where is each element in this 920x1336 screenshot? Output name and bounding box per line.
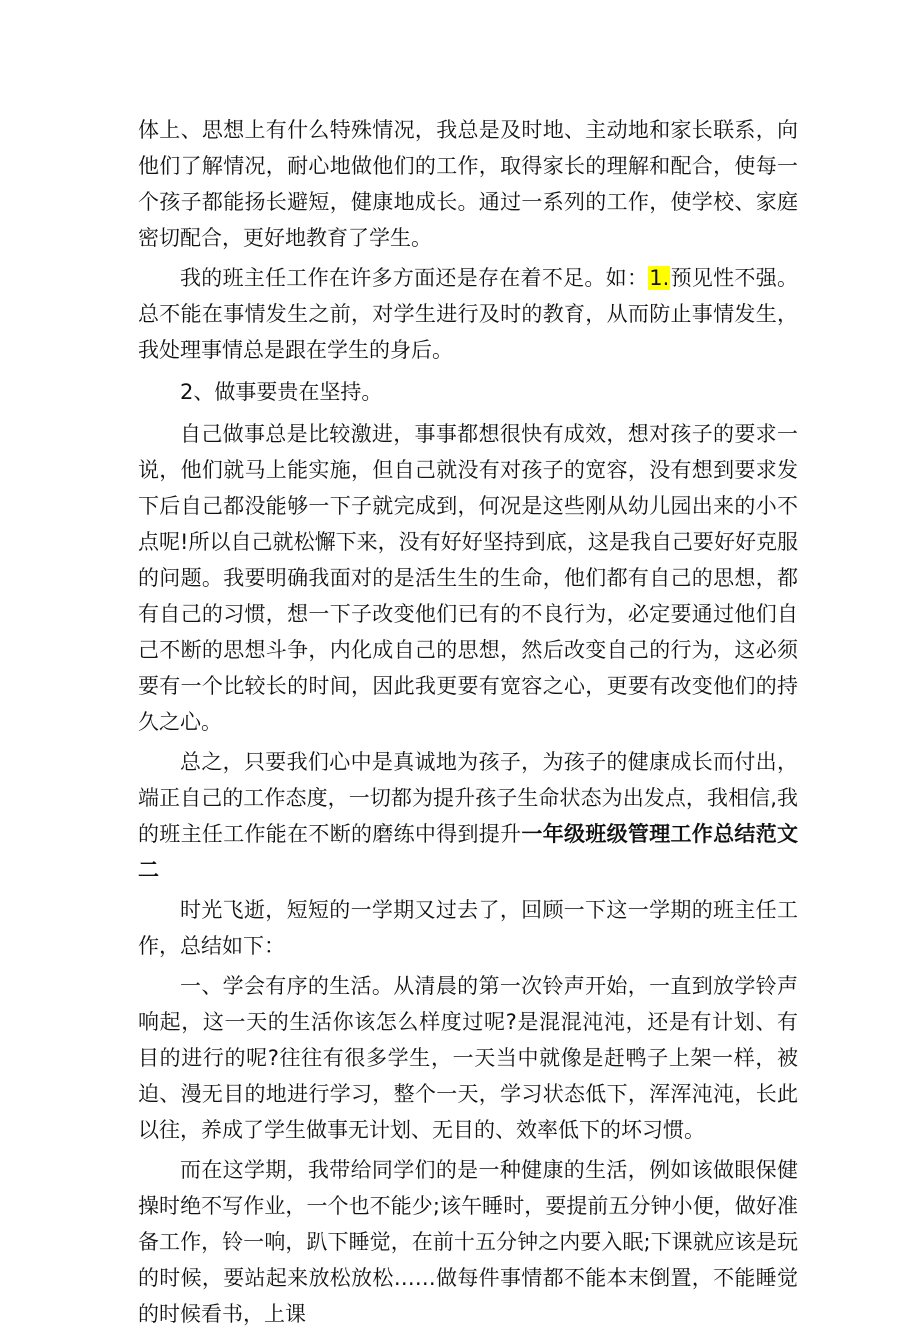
paragraph-6: 时光飞逝，短短的一学期又过去了，回顾一下这一学期的班主任工作，总结如下： — [138, 898, 798, 958]
paragraph-5 — [138, 744, 798, 888]
paragraph-2-end: 预见性不强。总不能在事情发生之前，对学生进行及时的教育，从而防止事情发生，我处理事情总是跟在学生的身后。 — [138, 266, 799, 362]
paragraph-3: 2、做事要贵在坚持。 — [180, 380, 383, 404]
paragraph-1: 体上、思想上有什么特殊情况，我总是及时地、主动地和家长联系，向他们了解情况，耐心地做他们的工作，取得家长的理解和配合，使每一个孩子都能扬长避短，健康地成长。通过一系列的工作，使学校、家庭密切配合，更好地教育了学生。 — [138, 118, 798, 250]
highlighted-number: 1. — [649, 266, 670, 290]
paragraph-2 — [138, 260, 798, 368]
paragraph-4: 自己做事总是比较激进，事事都想很快有成效，想对孩子的要求一说，他们就马上能实施，但自己就没有对孩子的宽容，没有想到要求发下后自己都没能够一下子就完成到，何况是这些刚从幼儿园出来的小不点呢!所以自己就松懈下来，没有好好坚持到底，这是我自己要好好克服的问题。我要明确我面对的是活生生的生命，他们都有自己的思想，都有自己的习惯，想一下子改变他们已有的不良行为，必定要通过他们自己不断的思想斗争，内化成自己的思想，然后改变自己的行为，这必须要有一个比较长的时间，因此我更要有宽容之心，更要有改变他们的持久之心。 — [138, 422, 798, 734]
document-page — [138, 112, 798, 1336]
section-heading: 一年级班级管理工作总结范文二 — [138, 822, 799, 882]
paragraph-7: 一、学会有序的生活。从清晨的第一次铃声开始，一直到放学铃声响起，这一天的生活你该怎么样度过呢?是混混沌沌，还是有计划、有目的进行的呢?往往有很多学生，一天当中就像是赶鸭子上架一样，被迫、漫无目的地进行学习，整个一天，学习状态低下，浑浑沌沌，长此以往，养成了学生做事无计划、无目的、效率低下的坏习惯。 — [138, 974, 798, 1142]
paragraph-8: 而在这学期，我带给同学们的是一种健康的生活，例如该做眼保健操时绝不写作业，一个也不能少;该午睡时，要提前五分钟小便，做好准备工作，铃一响，趴下睡觉，在前十五分钟之内要入眠;下课就应该是玩的时候，要站起来放松放松……做每件事情都不能本末倒置，不能睡觉的时候看书，上课 — [138, 1158, 798, 1326]
paragraph-5-text: 总之，只要我们心中是真诚地为孩子，为孩子的健康成长而付出，端正自己的工作态度，一切都为提升孩子生命状态为出发点，我相信,我的班主任工作能在不断的磨练中得到提升 — [138, 750, 798, 846]
paragraph-2-start: 我的班主任工作在许多方面还是存在着不足。如： — [180, 266, 649, 290]
